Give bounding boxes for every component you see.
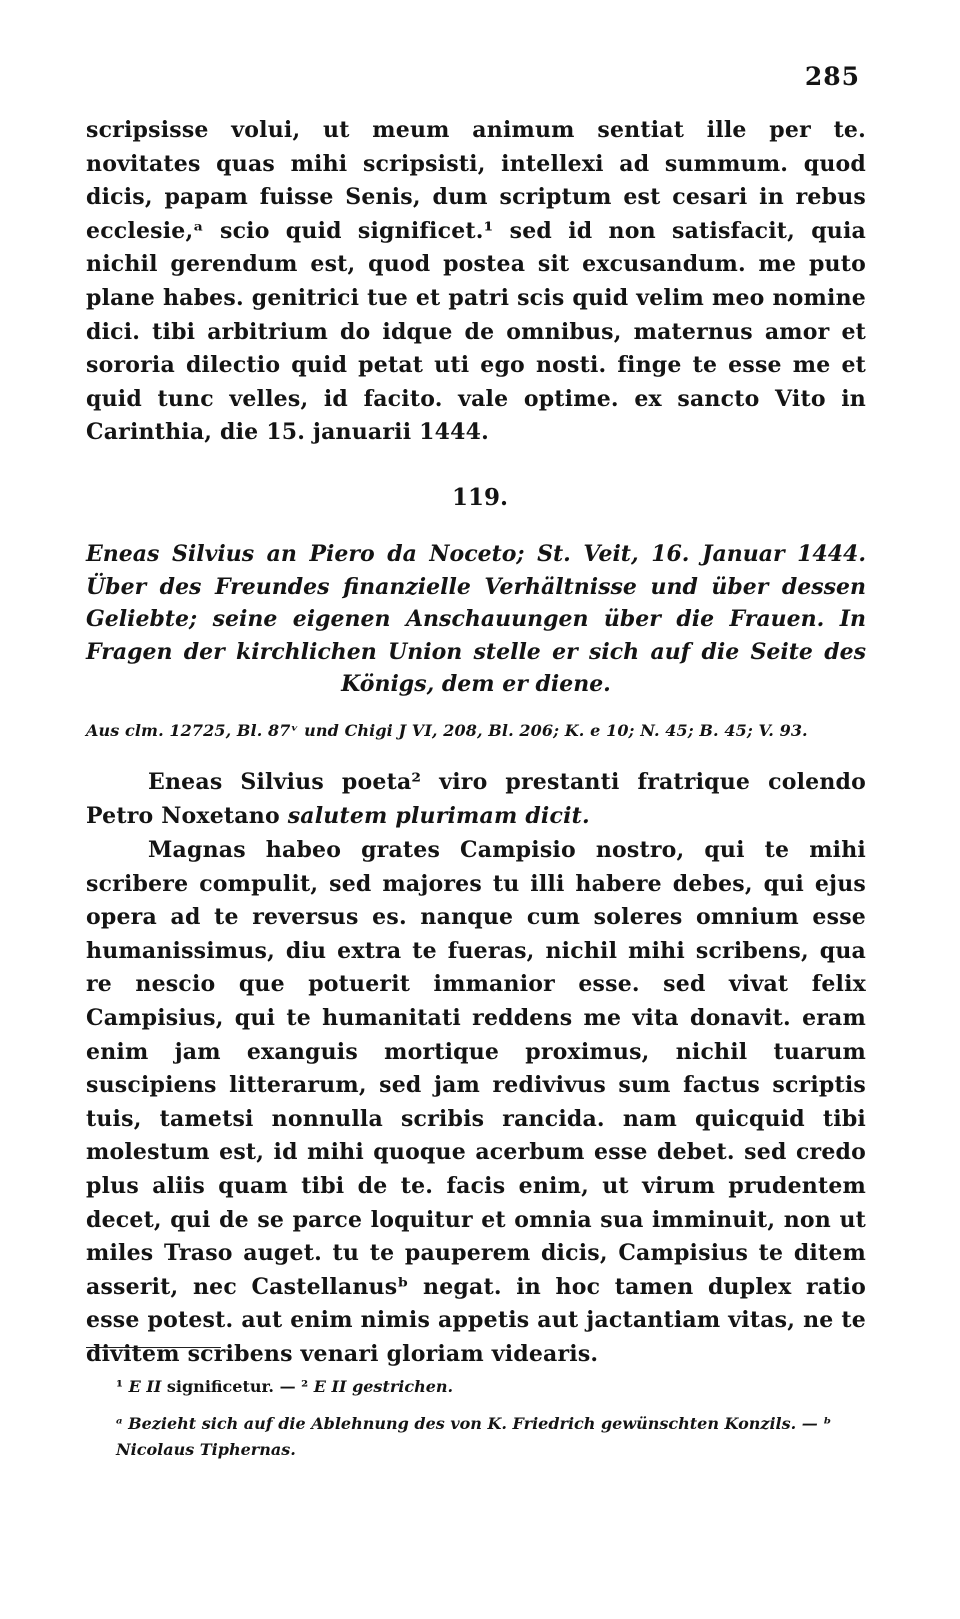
footnote-lettered: ᵃ Bezieht sich auf die Ablehnung des von K. Friedrich gewünschten Konzils. — ᵇ Nicolaus Tiphernas.	[116, 1414, 832, 1459]
letter-opening	[86, 766, 866, 833]
footnote-marker-1: ¹	[116, 1377, 124, 1396]
opening-address: Eneas Silvius poeta² viro prestanti fratrique colendo Petro Noxetano	[86, 769, 866, 829]
footnote-marker-2: ²	[301, 1377, 309, 1396]
letter-number-heading: 119.	[451, 484, 509, 511]
footnote-1-siglum: E II	[128, 1377, 162, 1396]
footnote-2-text: gestrichen.	[352, 1377, 454, 1396]
footnote-numeric	[86, 1374, 896, 1400]
opening-salutation: salutem plurimam dicit.	[287, 802, 590, 829]
letter-body-paragraph: Magnas habeo grates Campisio nostro, qui te mihi scribere compulit, sed majores tu illi habere debes, qui ejus opera ad te reversus es. nanque cum soleres omnium esse humanissimus, diu extra te fueras, nichil mihi scribens, qua re nescio que potuerit immanior esse. sed vivat felix Campisius, qui te humanitati reddens me vita donavit. eram enim jam exanguis mortique proximus, nichil tuarum suscipiens litterarum, sed jam redivivus sum factus scriptis tuis, tametsi nonnulla scribis rancida. nam quicquid tibi molestum est, id mihi quoque acerbum esse debet. sed credo plus aliis quam tibi de te. facis enim, ut virum prudentem decet, qui de se parce loquitur et omnia sua imminuit, non ut miles Traso auget. tu te pauperem dicis, Campisius te ditem asserit, nec Castellanusᵇ negat. in hoc tamen duplex ratio esse potest. aut enim nimis appetis aut jactantiam vitas, ne te divitem scribens venari gloriam videaris.	[86, 837, 866, 1367]
footnote-2-siglum: E II	[313, 1377, 347, 1396]
page-number: 285	[804, 62, 860, 91]
footnote-1-text: significetur. —	[166, 1377, 296, 1396]
manuscript-source-line: Aus clm. 12725, Bl. 87ᵛ und Chigi J VI, 208, Bl. 206; K. e 10; N. 45; B. 45; V. 93.	[86, 721, 808, 740]
letter-118-conclusion: scripsisse volui, ut meum animum sentiat ille per te. novitates quas mihi scripsisti, intellexi ad summum. quod dicis, papam fuisse Senis, dum scriptum est cesari in rebus ecclesie,ᵃ scio quid significet.¹ sed id non satisfacit, quia nichil gerendum est, quod postea sit excusandum. me puto plane habes. genitrici tue et patri scis quid velim meo nomine dici. tibi arbitrium do idque de omnibus, maternus amor et sororia dilectio quid petat uti ego nosti. finge te esse me et quid tunc velles, id facito. vale optime. ex sancto Vito in Carinthia, die 15. januarii 1444.	[86, 117, 866, 446]
letter-summary: Eneas Silvius an Piero da Noceto; St. Veit, 16. Januar 1444. Über des Freundes finanzielle Verhältnisse und über dessen Geliebte; seine eigenen Anschauungen über die Frauen. In Fragen der kirchlichen Union stelle er sich auf die Seite des Königs, dem er diene.	[86, 541, 866, 697]
footnote-divider	[86, 1347, 221, 1348]
